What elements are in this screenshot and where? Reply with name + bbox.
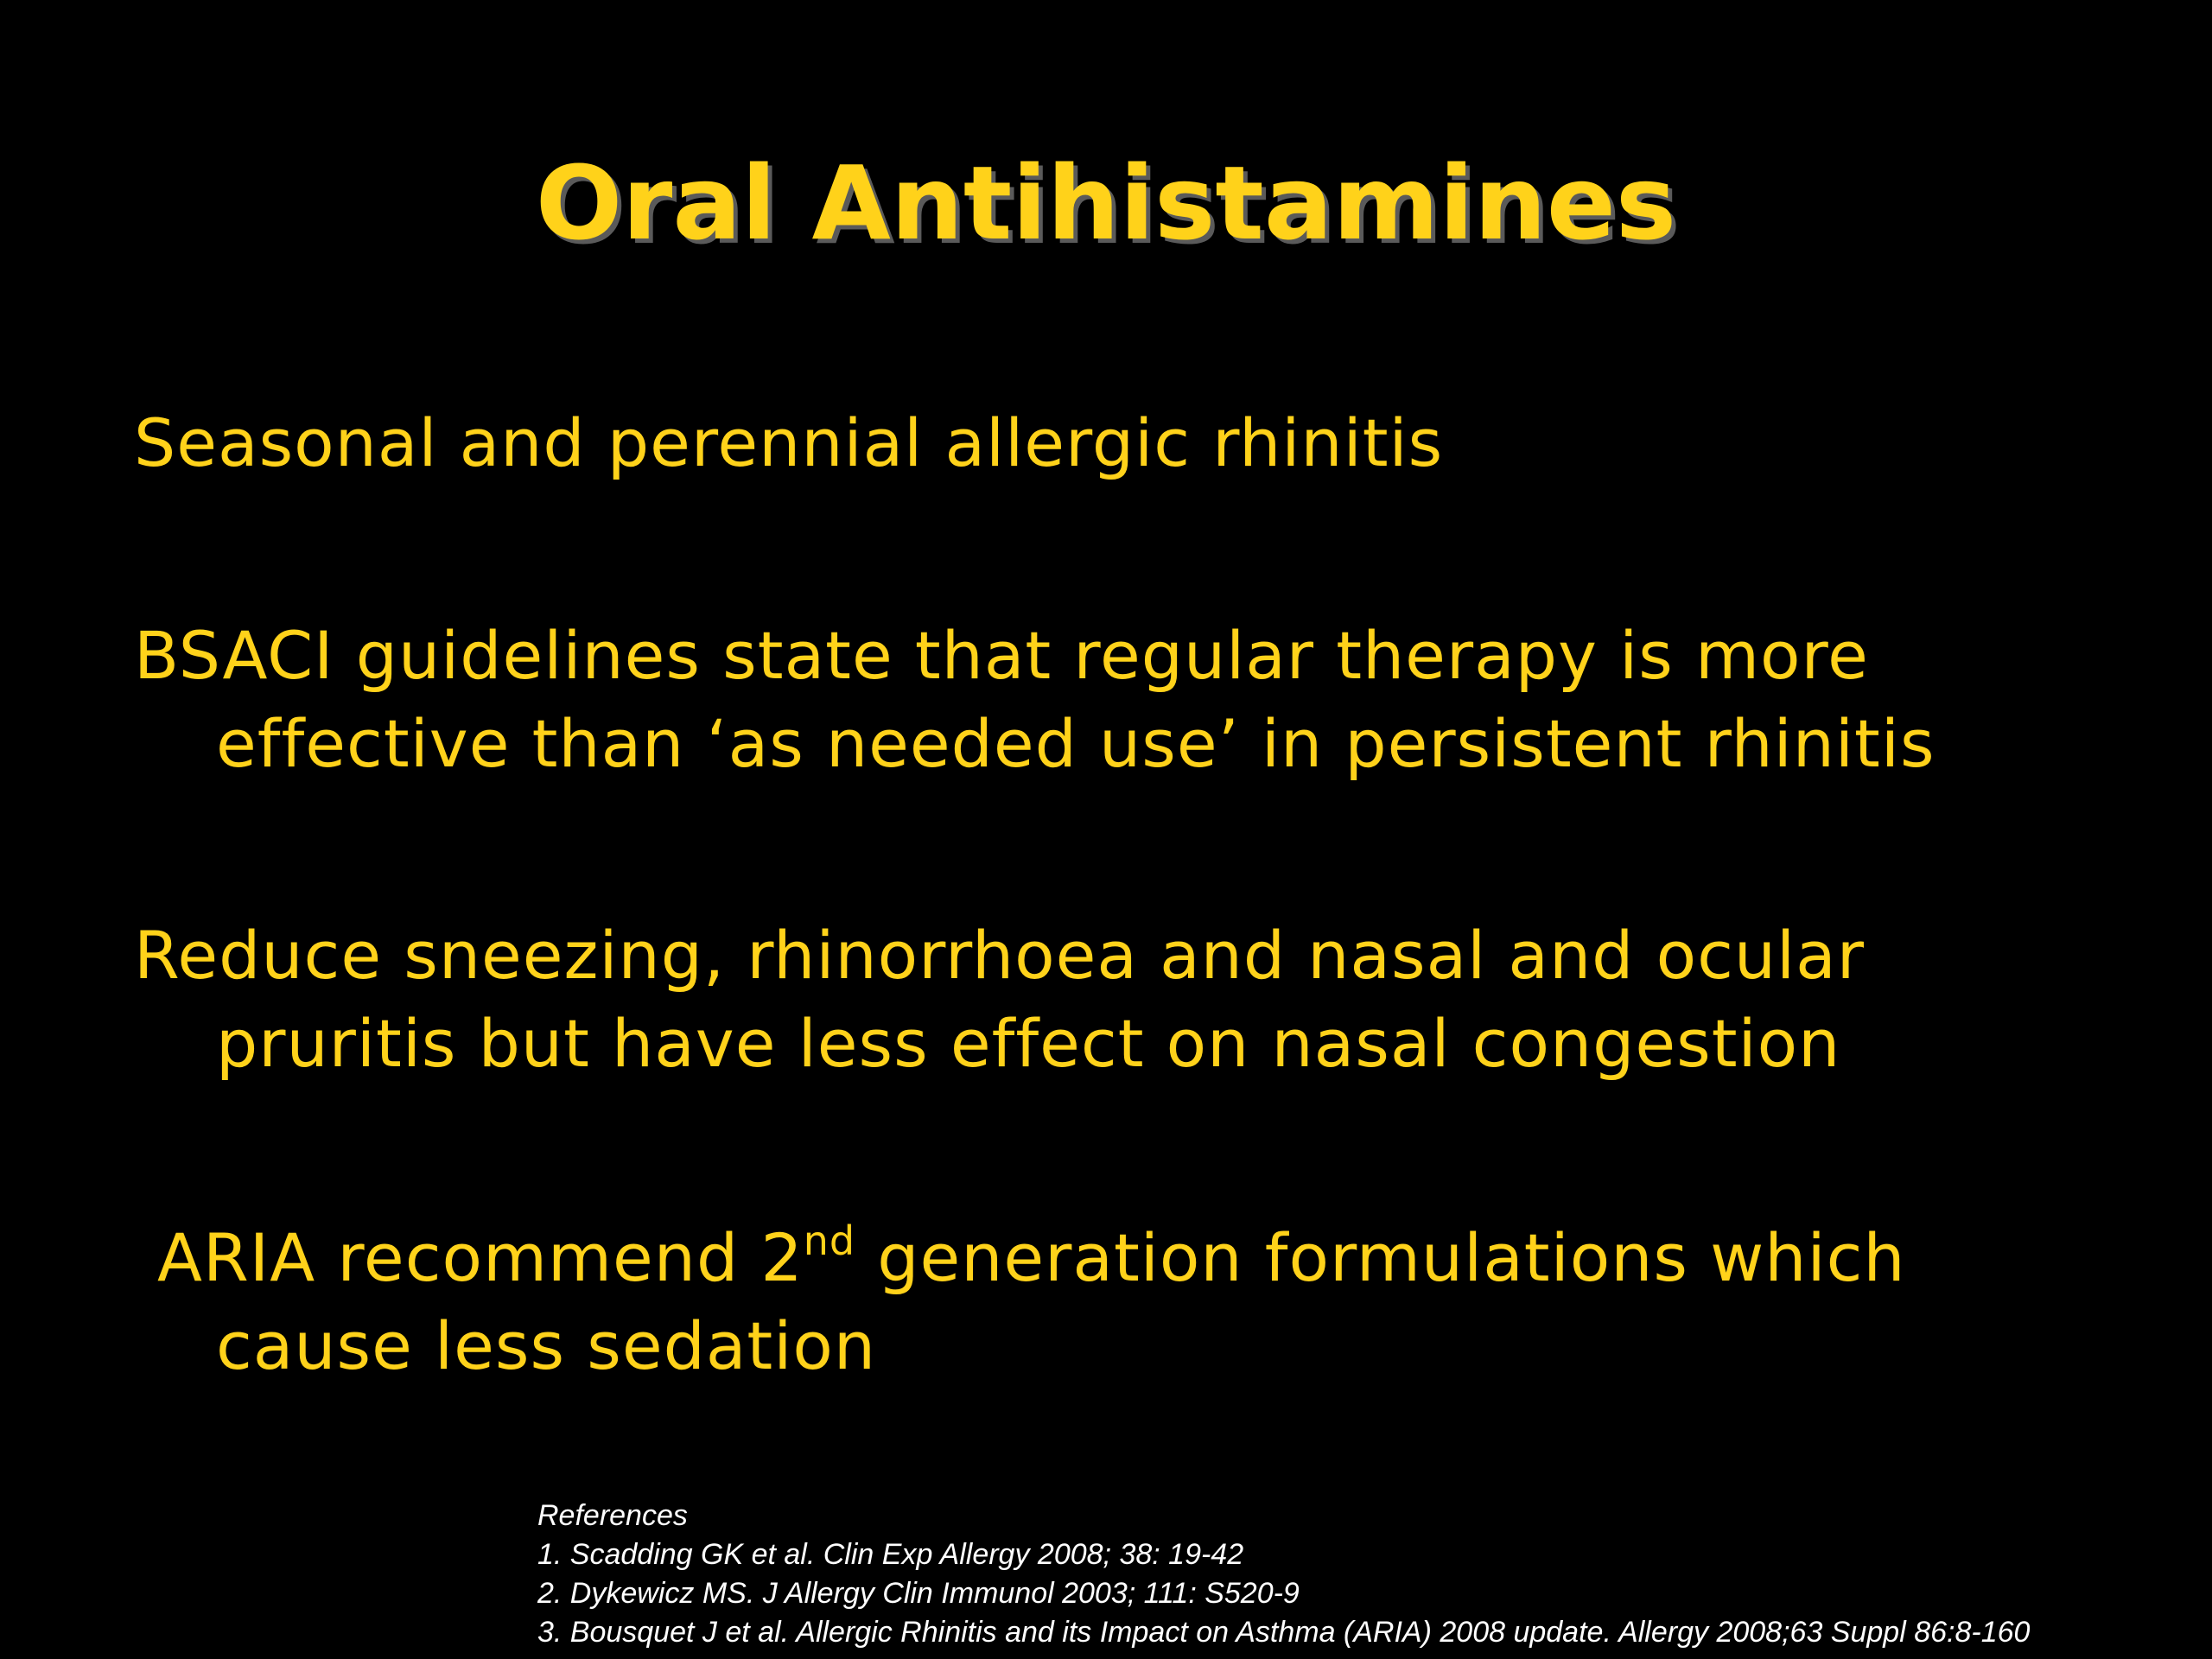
reference-item: 3. Bousquet J et al. Allergic Rhinitis and its Impact on Asthma (ARIA) 2008 update. Allergy 2008;63 Suppl 86:8-160 <box>537 1616 2031 1649</box>
bullet-line: Reduce sneezing, rhinorrhoea and nasal and ocular <box>134 917 1865 994</box>
bullet-text-after: generation formulations which <box>855 1219 1906 1296</box>
bullet-line <box>157 1214 1906 1302</box>
bullet-line: BSACI guidelines state that regular therapy is more <box>134 617 1869 694</box>
bullet-point-seasonal <box>134 399 1443 487</box>
bullet-line-continuation: pruritis but have less effect on nasal congestion <box>216 1005 1841 1082</box>
bullet-line: Seasonal and perennial allergic rhinitis <box>134 404 1444 481</box>
ordinal-superscript: nd <box>803 1217 856 1264</box>
bullet-text-before: ARIA recommend 2 <box>157 1219 804 1296</box>
bullet-line-continuation: effective than ‘as needed use’ in persistent rhinitis <box>216 705 1936 782</box>
bullet-point-aria <box>157 1214 1906 1390</box>
references-heading: References <box>537 1499 688 1532</box>
reference-item: 2. Dykewicz MS. J Allergy Clin Immunol 2003; 111: S520-9 <box>537 1577 1300 1610</box>
references-block <box>537 1497 2030 1652</box>
bullet-line-continuation: cause less sedation <box>216 1307 877 1384</box>
slide-title: Oral Antihistamines <box>535 143 1677 263</box>
reference-item: 1. Scadding GK et al. Clin Exp Allergy 2008; 38: 19-42 <box>537 1538 1244 1571</box>
bullet-point-bsaci <box>134 612 1936 788</box>
bullet-point-reduce <box>134 912 1865 1088</box>
